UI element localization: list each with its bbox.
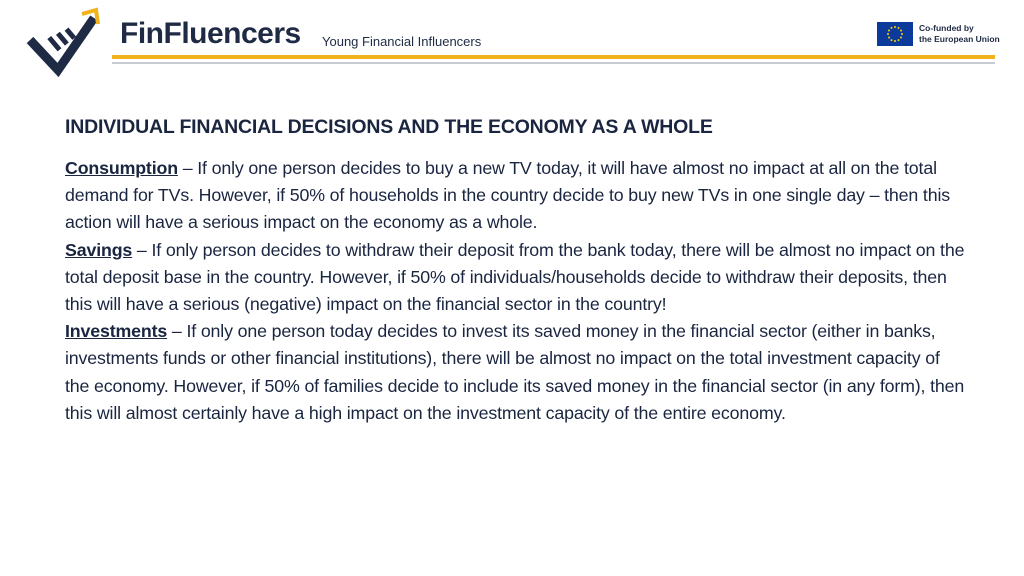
term-consumption: Consumption bbox=[65, 158, 178, 178]
text-investments: – If only one person today decides to invest its saved money in the financial sector (either in banks, investments funds or other financial institutions), there will be almost no impact on the total investment capacity of the economy. However, if 50% of families decide to include its saved money in the financial sector (in any form), then this will almost certainly have a high impact on the investment capacity of the entire economy. bbox=[65, 321, 965, 423]
eu-flag-icon bbox=[877, 22, 913, 46]
eu-line-1: Co-funded by bbox=[919, 23, 974, 33]
checkmark-arrow-logo bbox=[24, 4, 112, 80]
brand-fluencers: Fluencers bbox=[163, 17, 301, 50]
term-savings: Savings bbox=[65, 239, 133, 260]
slide-content bbox=[65, 114, 965, 427]
tagline: Young Financial Influencers bbox=[322, 34, 482, 49]
eu-line-2: the European Union bbox=[919, 34, 1000, 44]
brand-fin: Fin bbox=[120, 17, 164, 50]
eu-cofunded-badge bbox=[877, 22, 1007, 50]
section-savings bbox=[65, 237, 965, 319]
text-savings: – If only person decides to withdraw their deposit from the bank today, there will be almost no impact on the total deposit base in the country. However, if 50% of individuals/households decide to withdraw their deposits, then this will have a serious (negative) impact on the financial sector in the country! bbox=[65, 239, 965, 315]
term-investments: Investments bbox=[65, 321, 168, 342]
header-rule-gold bbox=[112, 55, 995, 59]
brand-name bbox=[120, 16, 301, 52]
section-consumption bbox=[65, 155, 965, 237]
slide-title: INDIVIDUAL FINANCIAL DECISIONS AND THE ECONOMY AS A WHOLE bbox=[65, 116, 713, 138]
text-consumption: – If only one person decides to buy a new TV today, it will have almost no impact at all on the total demand for TVs. However, if 50% of households in the country decide to buy new TVs in one single day – then this action will have a serious impact on the economy as a whole. bbox=[65, 158, 950, 233]
header-rule-gray bbox=[112, 62, 995, 64]
section-investments bbox=[65, 318, 965, 427]
header bbox=[0, 0, 1024, 72]
eu-text bbox=[919, 23, 1000, 45]
